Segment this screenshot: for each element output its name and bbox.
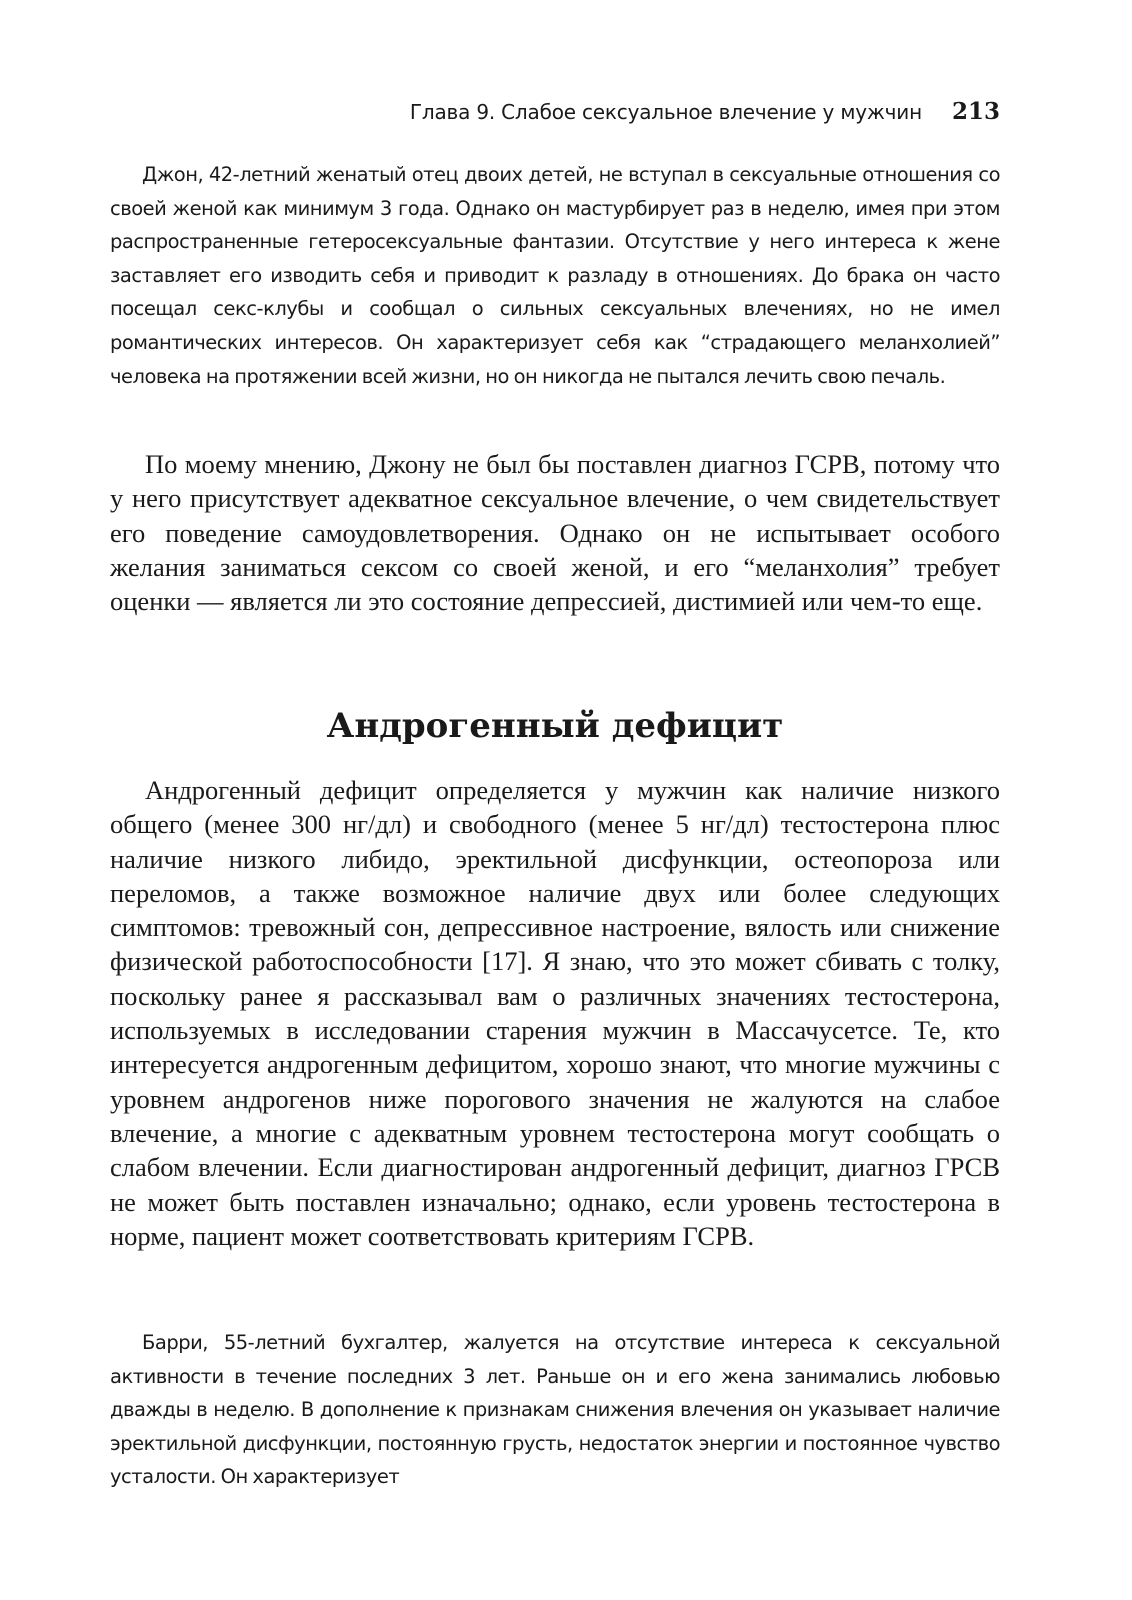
body-paragraph-androgen-deficiency xyxy=(110,773,1000,1253)
case-example-text: Джон, 42-летний женатый отец двоих детей, не вступал в сексуальные отношения со своей женой как минимум 3 года. Однако он мастурбирует раз в неделю, имея при этом распространенные гетеросексуальные фантазии. Отсутствие у него интереса к жене заставляет его изводить себя и приводит к разладу в отношениях. До брака он часто посещал секс-клубы и сообщал о сильных сексуальных влечениях, но не имел романтических интересов. Он характеризует себя как “страдающего меланхолией” человека на протяжении всей жизни, но он никогда не пытался лечить свою печаль. xyxy=(110,163,1000,388)
paragraph-text: Андрогенный дефицит определяется у мужчин как наличие низкого общего (менее 300 нг/дл) и свободного (менее 5 нг/дл) тестостерона плюс наличие низкого либидо, эректильной дисфункции, остеопороза или переломов, а также возможное наличие двух или более следующих симптомов: тревожный сон, депрессивное настроение, вялость или снижение физической работоспособности [17]. Я знаю, что это может сбивать с толку, поскольку ранее я рассказывал вам о различных значениях тестостерона, используемых в исследовании старения мужчин в Массачусетсе. Те, кто интересуется андрогенным дефицитом, хорошо знают, что многие мужчины с уровнем андрогенов ниже порогового значения не жалуются на слабое влечение, а многие с адекватным уровнем тестостерона могут сообщать о слабом влечении. Если диагностирован андрогенный дефицит, диагноз ГРСВ не может быть поставлен изначально; однако, если уровень тестостерона в норме, пациент может соответствовать критериям ГСРВ. xyxy=(110,775,1000,1251)
case-example-barry xyxy=(110,1326,1000,1494)
case-example-text: Барри, 55-летний бухгалтер, жалуется на отсутствие интереса к сексуальной активности в течение последних 3 лет. Раньше он и его жена занимались любовью дважды в неделю. В дополнение к признакам снижения влечения он указывает наличие эректильной дисфункции, постоянную грусть, недостаток энергии и постоянное чувство усталости. Он характеризует xyxy=(110,1331,1000,1489)
body-paragraph-opinion xyxy=(110,447,1000,618)
case-example-john xyxy=(110,158,1000,393)
running-header xyxy=(110,98,1000,126)
chapter-title: Глава 9. Слабое сексуальное влечение у мужчин xyxy=(409,100,922,124)
section-heading: Андрогенный дефицит xyxy=(326,706,784,746)
paragraph-text: По моему мнению, Джону не был бы поставлен диагноз ГСРВ, потому что у него присутствует адекватное сексуальное влечение, о чем свидетельствует его поведение самоудовлетворения. Однако он не испытывает особого желания заниматься сексом со своей женой, и его “меланхолия” требует оценки — является ли это состояние депрессией, дистимией или чем-то еще. xyxy=(110,449,1000,617)
page-number: 213 xyxy=(951,98,1000,125)
